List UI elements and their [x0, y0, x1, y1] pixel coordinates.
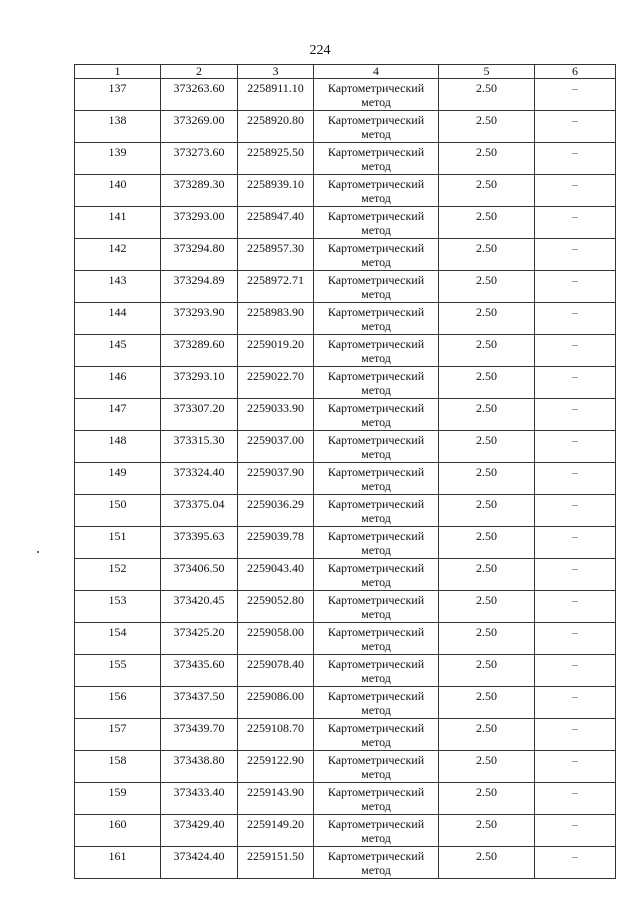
- y-coordinate-cell: 2259052.80: [238, 591, 314, 623]
- method-line-2: метод: [361, 351, 391, 365]
- method-cell: [314, 463, 439, 495]
- y-coordinate-cell: 2258983.90: [238, 303, 314, 335]
- x-coordinate-cell: 373269.00: [161, 111, 238, 143]
- method-line-1: Картометрический: [327, 337, 425, 351]
- x-coordinate-cell: 373406.50: [161, 559, 238, 591]
- note-cell: –: [535, 527, 616, 559]
- method-line-1: Картометрический: [327, 369, 425, 383]
- method-line-2: метод: [361, 671, 391, 685]
- table-row: [75, 495, 616, 527]
- x-coordinate-cell: 373315.30: [161, 431, 238, 463]
- point-number-cell: 153: [75, 591, 161, 623]
- note-cell: –: [535, 431, 616, 463]
- table-row: [75, 815, 616, 847]
- x-coordinate-cell: 373289.60: [161, 335, 238, 367]
- header-col-4: 4: [314, 65, 439, 79]
- accuracy-cell: 2.50: [439, 655, 535, 687]
- y-coordinate-cell: 2258972.71: [238, 271, 314, 303]
- table-row: [75, 783, 616, 815]
- method-line-2: метод: [361, 607, 391, 621]
- accuracy-cell: 2.50: [439, 239, 535, 271]
- point-number-cell: 152: [75, 559, 161, 591]
- method-cell: [314, 719, 439, 751]
- method-line-2: метод: [361, 383, 391, 397]
- method-line-1: Картометрический: [327, 465, 425, 479]
- coordinates-table: [74, 64, 616, 879]
- y-coordinate-cell: 2259036.29: [238, 495, 314, 527]
- method-line-2: метод: [361, 575, 391, 589]
- accuracy-cell: 2.50: [439, 847, 535, 879]
- method-cell: [314, 623, 439, 655]
- table-row: [75, 719, 616, 751]
- accuracy-cell: 2.50: [439, 431, 535, 463]
- x-coordinate-cell: 373307.20: [161, 399, 238, 431]
- note-cell: –: [535, 783, 616, 815]
- method-line-2: метод: [361, 639, 391, 653]
- accuracy-cell: 2.50: [439, 815, 535, 847]
- x-coordinate-cell: 373437.50: [161, 687, 238, 719]
- table-row: [75, 271, 616, 303]
- method-cell: [314, 847, 439, 879]
- y-coordinate-cell: 2258957.30: [238, 239, 314, 271]
- method-cell: [314, 655, 439, 687]
- method-line-1: Картометрический: [327, 625, 425, 639]
- method-cell: [314, 591, 439, 623]
- x-coordinate-cell: 373273.60: [161, 143, 238, 175]
- note-cell: –: [535, 719, 616, 751]
- method-line-2: метод: [361, 799, 391, 813]
- accuracy-cell: 2.50: [439, 559, 535, 591]
- note-cell: –: [535, 495, 616, 527]
- method-cell: [314, 751, 439, 783]
- y-coordinate-cell: 2259037.90: [238, 463, 314, 495]
- method-line-2: метод: [361, 831, 391, 845]
- x-coordinate-cell: 373293.00: [161, 207, 238, 239]
- accuracy-cell: 2.50: [439, 623, 535, 655]
- y-coordinate-cell: 2259037.00: [238, 431, 314, 463]
- accuracy-cell: 2.50: [439, 751, 535, 783]
- point-number-cell: 148: [75, 431, 161, 463]
- y-coordinate-cell: 2259043.40: [238, 559, 314, 591]
- accuracy-cell: 2.50: [439, 783, 535, 815]
- method-line-1: Картометрический: [327, 529, 425, 543]
- point-number-cell: 145: [75, 335, 161, 367]
- y-coordinate-cell: 2258911.10: [238, 79, 314, 111]
- method-line-1: Картометрический: [327, 561, 425, 575]
- y-coordinate-cell: 2259151.50: [238, 847, 314, 879]
- method-cell: [314, 783, 439, 815]
- table-row: [75, 239, 616, 271]
- table-row: [75, 207, 616, 239]
- y-coordinate-cell: 2259078.40: [238, 655, 314, 687]
- point-number-cell: 158: [75, 751, 161, 783]
- point-number-cell: 144: [75, 303, 161, 335]
- x-coordinate-cell: 373289.30: [161, 175, 238, 207]
- table-row: [75, 79, 616, 111]
- note-cell: –: [535, 751, 616, 783]
- header-col-2: 2: [161, 65, 238, 79]
- method-line-2: метод: [361, 767, 391, 781]
- method-cell: [314, 175, 439, 207]
- method-line-1: Картометрический: [327, 689, 425, 703]
- method-line-2: метод: [361, 415, 391, 429]
- method-cell: [314, 367, 439, 399]
- method-line-2: метод: [361, 863, 391, 877]
- x-coordinate-cell: 373425.20: [161, 623, 238, 655]
- table-row: [75, 559, 616, 591]
- method-line-1: Картометрический: [327, 497, 425, 511]
- method-cell: [314, 815, 439, 847]
- accuracy-cell: 2.50: [439, 719, 535, 751]
- note-cell: –: [535, 271, 616, 303]
- y-coordinate-cell: 2258947.40: [238, 207, 314, 239]
- y-coordinate-cell: 2259058.00: [238, 623, 314, 655]
- method-line-1: Картометрический: [327, 273, 425, 287]
- x-coordinate-cell: 373429.40: [161, 815, 238, 847]
- note-cell: –: [535, 79, 616, 111]
- y-coordinate-cell: 2259149.20: [238, 815, 314, 847]
- note-cell: –: [535, 687, 616, 719]
- method-line-2: метод: [361, 735, 391, 749]
- method-cell: [314, 303, 439, 335]
- note-cell: –: [535, 335, 616, 367]
- point-number-cell: 154: [75, 623, 161, 655]
- y-coordinate-cell: 2259086.00: [238, 687, 314, 719]
- table-row: [75, 335, 616, 367]
- point-number-cell: 141: [75, 207, 161, 239]
- accuracy-cell: 2.50: [439, 495, 535, 527]
- accuracy-cell: 2.50: [439, 207, 535, 239]
- accuracy-cell: 2.50: [439, 687, 535, 719]
- table-row: [75, 175, 616, 207]
- table-row: [75, 303, 616, 335]
- method-line-1: Картометрический: [327, 401, 425, 415]
- table-row: [75, 111, 616, 143]
- method-cell: [314, 399, 439, 431]
- table-row: [75, 463, 616, 495]
- note-cell: –: [535, 303, 616, 335]
- table-header: [75, 65, 616, 79]
- note-cell: –: [535, 367, 616, 399]
- point-number-cell: 150: [75, 495, 161, 527]
- point-number-cell: 139: [75, 143, 161, 175]
- scan-speck: [37, 551, 39, 553]
- accuracy-cell: 2.50: [439, 367, 535, 399]
- note-cell: –: [535, 559, 616, 591]
- method-line-2: метод: [361, 319, 391, 333]
- header-col-5: 5: [439, 65, 535, 79]
- y-coordinate-cell: 2259108.70: [238, 719, 314, 751]
- x-coordinate-cell: 373438.80: [161, 751, 238, 783]
- method-line-2: метод: [361, 159, 391, 173]
- method-cell: [314, 79, 439, 111]
- method-line-1: Картометрический: [327, 81, 425, 95]
- table-row: [75, 143, 616, 175]
- accuracy-cell: 2.50: [439, 527, 535, 559]
- point-number-cell: 159: [75, 783, 161, 815]
- x-coordinate-cell: 373433.40: [161, 783, 238, 815]
- header-row: [75, 65, 616, 79]
- method-line-1: Картометрический: [327, 817, 425, 831]
- accuracy-cell: 2.50: [439, 335, 535, 367]
- table-row: [75, 527, 616, 559]
- point-number-cell: 140: [75, 175, 161, 207]
- method-cell: [314, 559, 439, 591]
- y-coordinate-cell: 2259033.90: [238, 399, 314, 431]
- accuracy-cell: 2.50: [439, 79, 535, 111]
- method-line-2: метод: [361, 95, 391, 109]
- y-coordinate-cell: 2259039.78: [238, 527, 314, 559]
- point-number-cell: 155: [75, 655, 161, 687]
- table-row: [75, 687, 616, 719]
- accuracy-cell: 2.50: [439, 111, 535, 143]
- x-coordinate-cell: 373395.63: [161, 527, 238, 559]
- note-cell: –: [535, 239, 616, 271]
- method-line-1: Картометрический: [327, 241, 425, 255]
- method-cell: [314, 495, 439, 527]
- note-cell: –: [535, 175, 616, 207]
- y-coordinate-cell: 2259143.90: [238, 783, 314, 815]
- method-cell: [314, 271, 439, 303]
- point-number-cell: 151: [75, 527, 161, 559]
- method-line-2: метод: [361, 287, 391, 301]
- point-number-cell: 149: [75, 463, 161, 495]
- method-cell: [314, 527, 439, 559]
- x-coordinate-cell: 373439.70: [161, 719, 238, 751]
- table-row: [75, 591, 616, 623]
- method-line-1: Картометрический: [327, 753, 425, 767]
- header-col-6: 6: [535, 65, 616, 79]
- method-cell: [314, 143, 439, 175]
- point-number-cell: 161: [75, 847, 161, 879]
- note-cell: –: [535, 847, 616, 879]
- table-body: [75, 79, 616, 879]
- method-line-1: Картометрический: [327, 433, 425, 447]
- method-line-1: Картометрический: [327, 849, 425, 863]
- point-number-cell: 137: [75, 79, 161, 111]
- x-coordinate-cell: 373375.04: [161, 495, 238, 527]
- y-coordinate-cell: 2258925.50: [238, 143, 314, 175]
- method-cell: [314, 207, 439, 239]
- method-line-2: метод: [361, 223, 391, 237]
- method-line-2: метод: [361, 255, 391, 269]
- note-cell: –: [535, 815, 616, 847]
- accuracy-cell: 2.50: [439, 175, 535, 207]
- accuracy-cell: 2.50: [439, 463, 535, 495]
- accuracy-cell: 2.50: [439, 271, 535, 303]
- note-cell: –: [535, 623, 616, 655]
- method-line-2: метод: [361, 543, 391, 557]
- method-cell: [314, 335, 439, 367]
- method-line-1: Картометрический: [327, 721, 425, 735]
- method-cell: [314, 239, 439, 271]
- method-line-1: Картометрический: [327, 113, 425, 127]
- note-cell: –: [535, 655, 616, 687]
- point-number-cell: 138: [75, 111, 161, 143]
- method-line-1: Картометрический: [327, 305, 425, 319]
- table-row: [75, 623, 616, 655]
- method-cell: [314, 111, 439, 143]
- accuracy-cell: 2.50: [439, 303, 535, 335]
- table-row: [75, 367, 616, 399]
- x-coordinate-cell: 373293.90: [161, 303, 238, 335]
- method-line-1: Картометрический: [327, 145, 425, 159]
- method-cell: [314, 687, 439, 719]
- table-row: [75, 431, 616, 463]
- x-coordinate-cell: 373294.89: [161, 271, 238, 303]
- x-coordinate-cell: 373420.45: [161, 591, 238, 623]
- note-cell: –: [535, 207, 616, 239]
- note-cell: –: [535, 399, 616, 431]
- x-coordinate-cell: 373435.60: [161, 655, 238, 687]
- table-row: [75, 655, 616, 687]
- method-line-2: метод: [361, 479, 391, 493]
- accuracy-cell: 2.50: [439, 143, 535, 175]
- table-row: [75, 847, 616, 879]
- point-number-cell: 143: [75, 271, 161, 303]
- method-line-1: Картометрический: [327, 177, 425, 191]
- table-row: [75, 751, 616, 783]
- note-cell: –: [535, 111, 616, 143]
- y-coordinate-cell: 2258920.80: [238, 111, 314, 143]
- point-number-cell: 156: [75, 687, 161, 719]
- accuracy-cell: 2.50: [439, 399, 535, 431]
- method-line-1: Картометрический: [327, 593, 425, 607]
- y-coordinate-cell: 2258939.10: [238, 175, 314, 207]
- method-line-2: метод: [361, 511, 391, 525]
- method-line-2: метод: [361, 703, 391, 717]
- header-col-1: 1: [75, 65, 161, 79]
- page-number: 224: [309, 43, 331, 58]
- note-cell: –: [535, 463, 616, 495]
- y-coordinate-cell: 2259122.90: [238, 751, 314, 783]
- method-line-1: Картометрический: [327, 657, 425, 671]
- note-cell: –: [535, 143, 616, 175]
- method-line-2: метод: [361, 447, 391, 461]
- x-coordinate-cell: 373324.40: [161, 463, 238, 495]
- table-row: [75, 399, 616, 431]
- point-number-cell: 146: [75, 367, 161, 399]
- point-number-cell: 147: [75, 399, 161, 431]
- method-line-2: метод: [361, 127, 391, 141]
- header-col-3: 3: [238, 65, 314, 79]
- point-number-cell: 160: [75, 815, 161, 847]
- point-number-cell: 142: [75, 239, 161, 271]
- method-cell: [314, 431, 439, 463]
- note-cell: –: [535, 591, 616, 623]
- method-line-1: Картометрический: [327, 785, 425, 799]
- x-coordinate-cell: 373293.10: [161, 367, 238, 399]
- accuracy-cell: 2.50: [439, 591, 535, 623]
- method-line-2: метод: [361, 191, 391, 205]
- x-coordinate-cell: 373294.80: [161, 239, 238, 271]
- y-coordinate-cell: 2259019.20: [238, 335, 314, 367]
- point-number-cell: 157: [75, 719, 161, 751]
- x-coordinate-cell: 373424.40: [161, 847, 238, 879]
- x-coordinate-cell: 373263.60: [161, 79, 238, 111]
- y-coordinate-cell: 2259022.70: [238, 367, 314, 399]
- method-line-1: Картометрический: [327, 209, 425, 223]
